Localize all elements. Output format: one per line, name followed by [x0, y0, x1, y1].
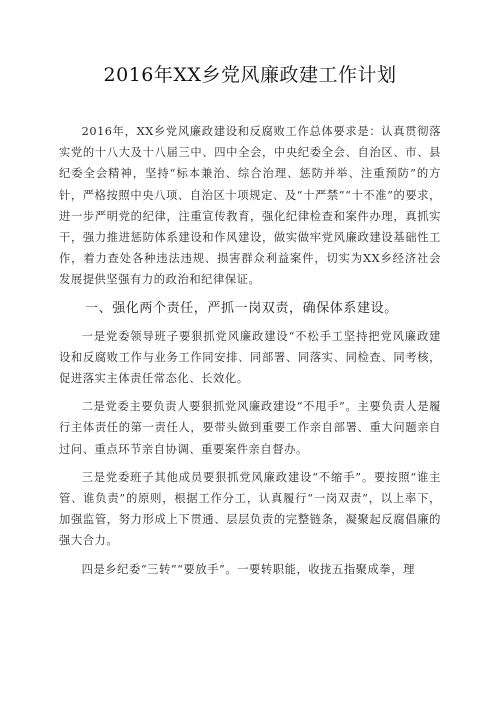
document-body — [59, 121, 441, 587]
paragraph-4: 四是乡纪委“三转”“要放手”。一要转职能，收拢五指聚成拳，理 — [81, 562, 415, 576]
paragraph-3: 三是党委班子其他成员要狠抓党风廉政建设“不缩手”。要按照“谁主管、谁负责”的原则，根据工作分工，认真履行“一岗双责”，以上率下，加强监管，努力形成上下贯通、层层负责的完整链条，凝聚起反腐倡廉的强大合力。 — [59, 470, 441, 548]
document-title: 2016年XX乡党风廉政建工作计划 — [103, 64, 397, 86]
intro-paragraph: 2016年，XX乡党风廉政建设和反腐败工作总体要求是：认真贯彻落实党的十八大及十八届三中、四中全会，中央纪委全会、自治区、市、县纪委全会精神，坚持“标本兼治、综合治理、惩防并举、注重预防”的方针，严格按照中央八项、自治区十项规定、及“十严禁”“十不准”的要求，进一步严明党的纪律，注重宣传教育，强化纪律检查和案件办理，真抓实干，强力推进惩防体系建设和作风建设，做实做牢党风廉政建设基础性工作，着力查处各种违法违规、损害群众利益案件，切实为XX乡经济社会发展提供坚强有力的政治和纪律保证。 — [59, 125, 441, 287]
paragraph-1: 一是党委领导班子要狠抓党风廉政建设“不松手工坚持把党风廉政建设和反腐败工作与业务工作同安排、同部署、同落实、同检查、同考核，促进落实主体责任常态化、长效化。 — [59, 329, 441, 386]
paragraph-2: 二是党委主要负责人要狠抓党风廉政建设“不甩手”。主要负责人是履行主体责任的第一责任人，要带头做到重要工作亲自部署、重大问题亲自过问、重点环节亲自协调、重要案件亲自督办。 — [59, 400, 441, 456]
section-heading-1: 一、强化两个责任，严抓一岗双责，确保体系建设。 — [85, 300, 398, 316]
